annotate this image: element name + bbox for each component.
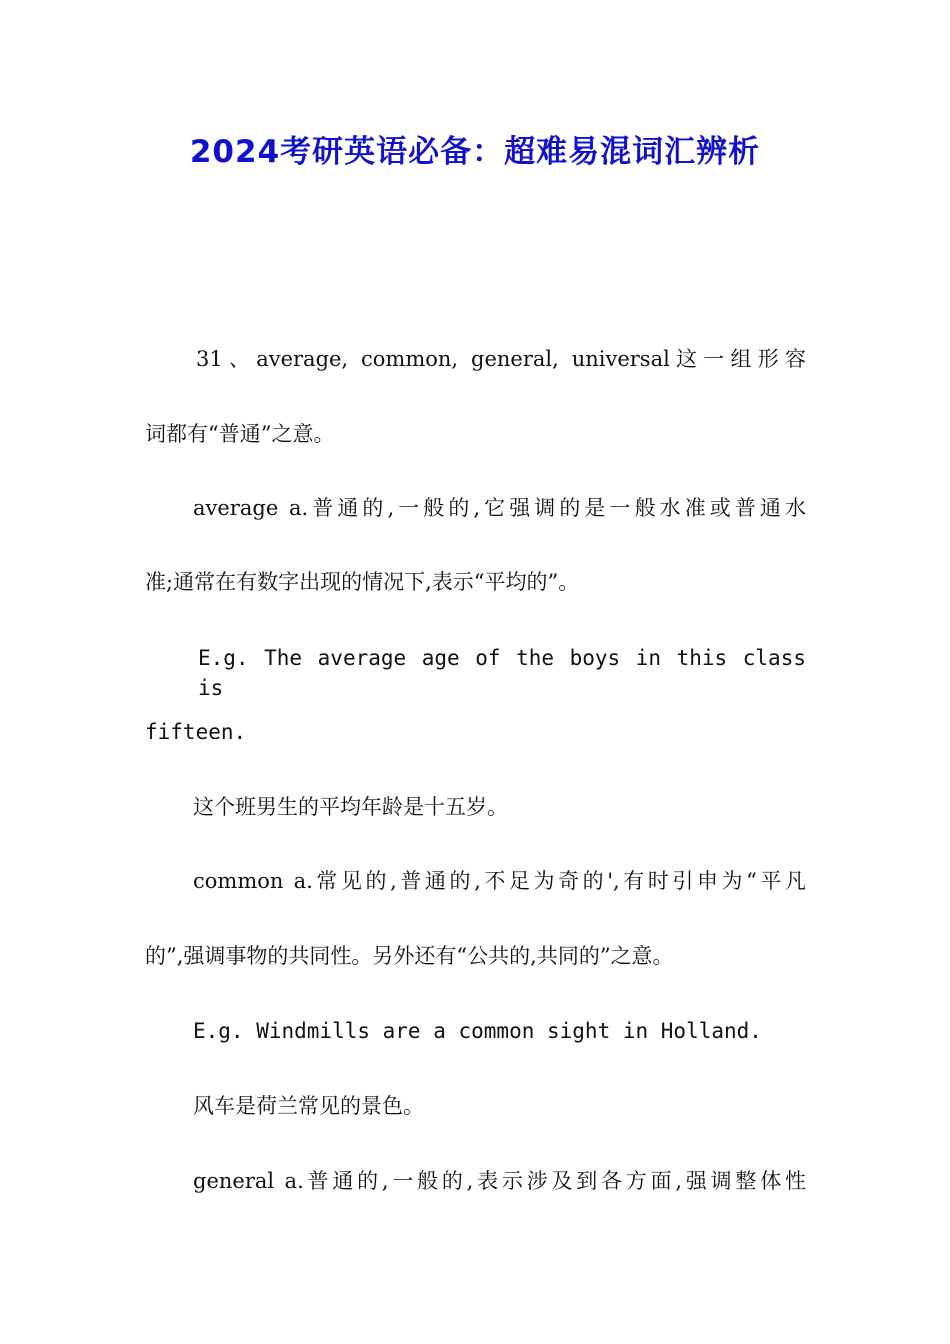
example-line-3: E.g. Windmills are a common sight in Holland. [193, 1019, 762, 1043]
paragraph-line-1: 31、average, common, general, universal这一组形容 [196, 347, 806, 371]
paragraph-line-4: 准;通常在有数字出现的情况下,表示“平均的”。 [145, 570, 580, 594]
example-line-1: E.g. The average age of the boys in this class is [198, 646, 806, 700]
paragraph-line-7: general a.普通的,一般的,表示涉及到各方面,强调整体性 [193, 1169, 806, 1193]
example-line-2: fifteen. [145, 720, 247, 744]
paragraph-line-6: 的”,强调事物的共同性。另外还有“公共的,共同的”之意。 [145, 944, 674, 968]
document-title: 2024考研英语必备：超难易混词汇辨析 [189, 134, 761, 170]
paragraph-line-2: 词都有“普通”之意。 [145, 422, 335, 446]
translation-line-2: 风车是荷兰常见的景色。 [193, 1094, 424, 1118]
translation-line-1: 这个班男生的平均年龄是十五岁。 [193, 795, 508, 819]
paragraph-line-3: average a.普通的,一般的,它强调的是一般水准或普通水 [193, 496, 806, 520]
paragraph-line-5: common a.常见的,普通的,不足为奇的',有时引申为“平凡 [193, 869, 806, 893]
